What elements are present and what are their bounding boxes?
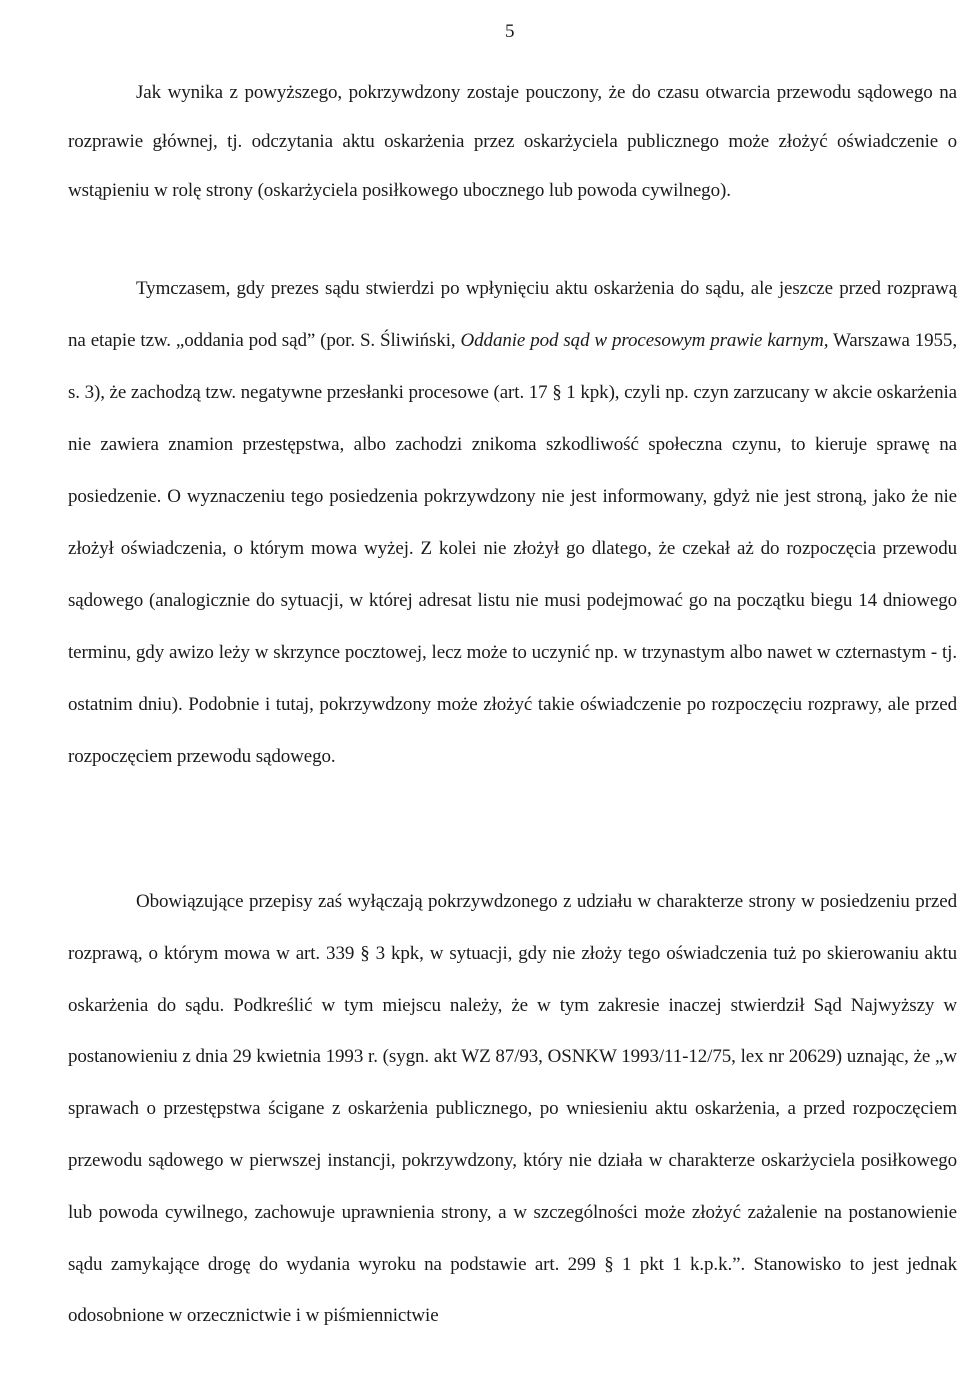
paragraph-2 bbox=[68, 263, 957, 783]
paragraph-1: Jak wynika z powyższego, pokrzywdzony zostaje pouczony, że do czasu otwarcia przewodu sądowego na rozprawie głównej, tj. odczytania aktu oskarżenia przez oskarżyciela publicznego może złożyć oświadczenie o wstąpieniu w rolę strony (oskarżyciela posiłkowego ubocznego lub powoda cywilnego). bbox=[68, 82, 957, 201]
paragraph-2-before-italic: Tymczasem, gdy prezes sądu stwierdzi po wpłynięciu aktu oskarżenia do sądu, ale jeszcze przed rozprawą na etapie tzw. „oddania pod sąd” (por. S. Śliwiński, bbox=[68, 278, 957, 351]
paragraph-2-block bbox=[68, 263, 957, 783]
paragraph-2-after-italic: Warszawa 1955, s. 3), że zachodzą tzw. negatywne przesłanki procesowe (art. 17 § 1 kpk), czyli np. czyn zarzucany w akcie oskarżenia nie zawiera znamion przestępstwa, albo zachodzi znikoma szkodliwość społeczna czynu, to kieruje sprawę na posiedzenie. O wyznaczeniu tego posiedzenia pokrzywdzony nie jest informowany, gdyż nie jest stroną, jako że nie złożył oświadczenia, o którym mowa wyżej. Z kolei nie złożył go dlatego, że czekał aż do rozpoczęcia przewodu sądowego (analogicznie do sytuacji, w której adresat listu nie musi podejmować go na początku biegu 14 dniowego terminu, gdy awizo leży w skrzynce pocztowej, lecz może to uczynić np. w trzynastym albo nawet w czternastym - tj. ostatnim dniu). Podobnie i tutaj, pokrzywdzony może złożyć takie oświadczenie po rozpoczęciu rozprawy, ale przed rozpoczęciem przewodu sądowego. bbox=[68, 330, 957, 767]
paragraph-3-block bbox=[68, 876, 957, 1342]
paragraph-1-block bbox=[68, 68, 957, 215]
paragraph-3: Obowiązujące przepisy zaś wyłączają pokrzywdzonego z udziału w charakterze strony w posiedzeniu przed rozprawą, o którym mowa w art. 339 § 3 kpk, w sytuacji, gdy nie złoży tego oświadczenia tuż po skierowaniu aktu oskarżenia do sądu. Podkreślić w tym miejscu należy, że w tym zakresie inaczej stwierdził Sąd Najwyższy w postanowieniu z dnia 29 kwietnia 1993 r. (sygn. akt WZ 87/93, OSNKW 1993/11-12/75, lex nr 20629) uznając, że „w sprawach o przestępstwa ścigane z oskarżenia publicznego, po wniesieniu aktu oskarżenia, a przed rozpoczęciem przewodu sądowego w pierwszej instancji, pokrzywdzony, który nie działa w charakterze oskarżyciela posiłkowego lub powoda cywilnego, zachowuje uprawnienia strony, a w szczególności może złożyć zażalenie na postanowienie sądu zamykające drogę do wydania wyroku na podstawie art. 299 § 1 pkt 1 k.p.k.”. Stanowisko to jest jednak odosobnione w orzecznictwie i w piśmiennictwie bbox=[68, 891, 957, 1327]
paragraph-2-cited-title: Oddanie pod sąd w procesowym prawie karnym, bbox=[460, 330, 829, 351]
page-number: 5 bbox=[505, 21, 515, 42]
